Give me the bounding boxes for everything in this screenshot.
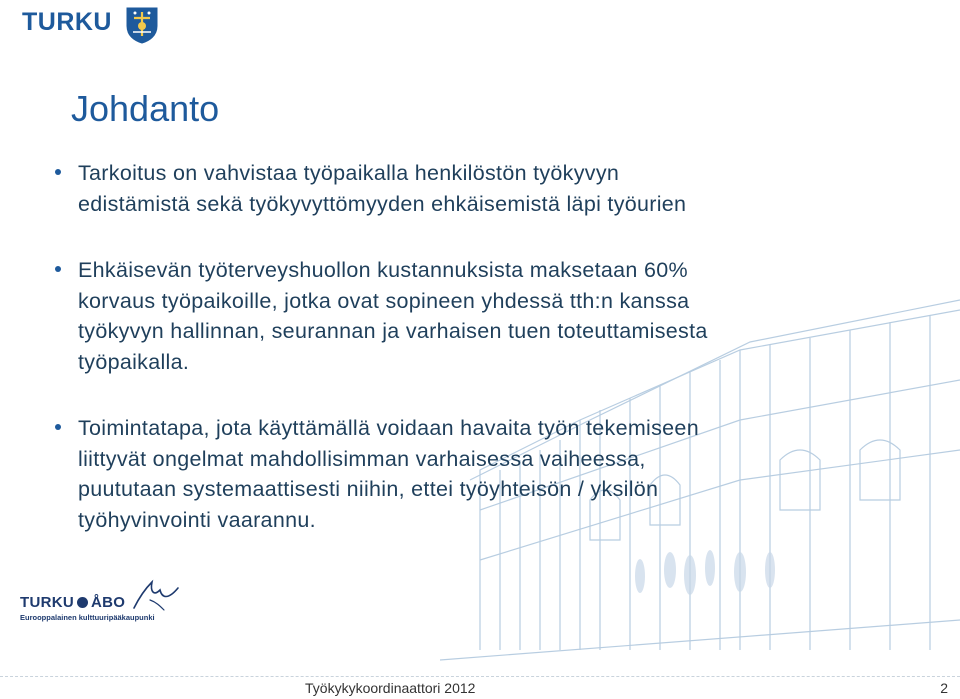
bullet-line: työhyvinvointi vaarannu. [78,507,316,532]
bullet-dot-icon [55,424,61,430]
turku-crest-icon [125,6,159,44]
bullet-item [52,413,912,535]
culture-capital-logo [20,578,170,628]
bullet-line: Ehkäisevän työterveyshuollon kustannuksista maksetaan 60% [78,258,688,282]
bullet-line: työkyvyn hallinnan, seurannan ja varhaisen tuen toteuttamisesta [78,319,708,343]
slide-title: Johdanto [71,88,220,129]
bullet-item [52,158,912,219]
footer-text: Työkykykoordinaattori 2012 [305,680,476,696]
bullet-line: Tarkoitus on vahvistaa työpaikalla henkilöstön työkyvyn [78,161,620,185]
bullet-dot-icon [55,266,61,272]
bullet-dot-icon [55,169,61,175]
flourish-icon [130,578,182,612]
bullet-line: puututaan systemaattisesti niihin, ettei työyhteisön / yksilön [78,477,659,501]
logo-word-turku: TURKU [20,594,74,611]
bullet-line: liittyvät ongelmat mahdollisimman varhaisessa vaiheessa, [78,446,646,471]
bullet-item [52,255,912,377]
logo-word-abo: ÅBO [91,594,126,611]
bullet-list [52,158,912,535]
bullet-line: edistämistä sekä työkyvyttömyyden ehkäisemistä läpi työurien [78,191,687,216]
page-number: 2 [940,680,948,696]
culture-capital-subtitle: Eurooppalainen kulttuuripääkaupunki [20,613,155,622]
bullet-line: Toimintatapa, jota käyttämällä voidaan havaita työn tekemiseen [78,416,699,440]
bullet-line: työpaikalla. [78,349,190,374]
bullet-line: korvaus työpaikoille, jotka ovat sopineen yhdessä tth:n kanssa [78,288,690,313]
culture-capital-wordmark [20,594,125,611]
footer-divider [0,676,960,678]
logo-dot-icon [77,597,88,608]
turku-logo-text: TURKU [22,8,112,36]
